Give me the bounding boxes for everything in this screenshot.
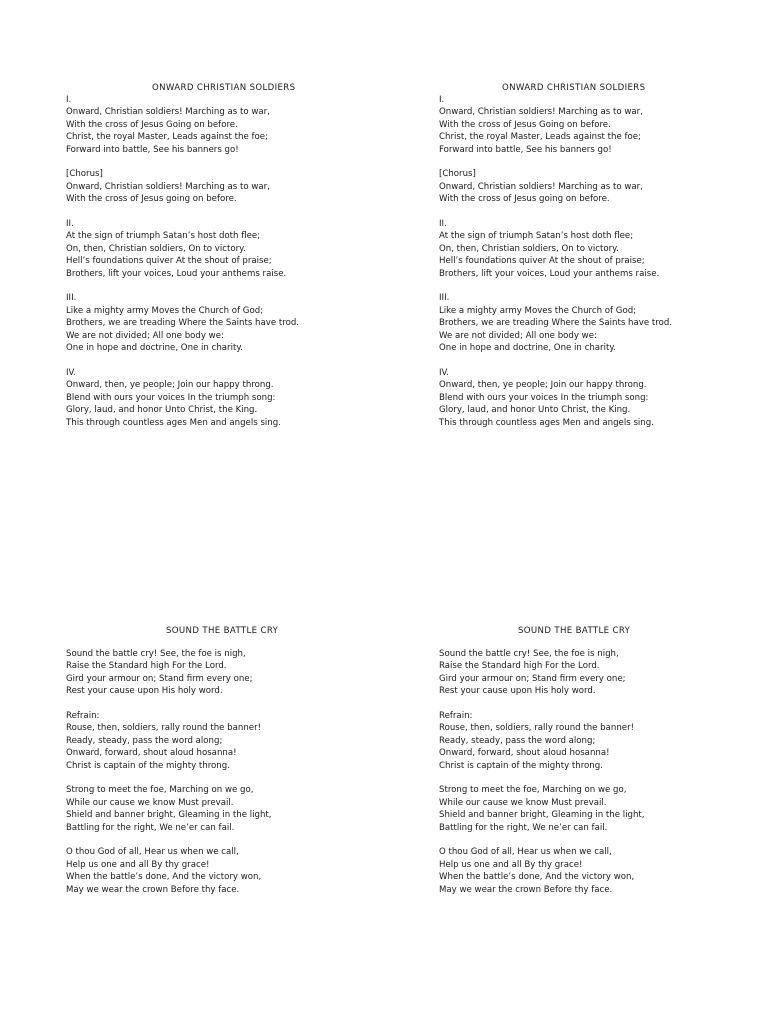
- lyric-line: Ready, steady, pass the word along;: [439, 735, 596, 746]
- lyric-line: Forward into battle, See his banners go!: [439, 144, 612, 155]
- lyric-line: Shield and banner bright, Gleaming in the light,: [439, 810, 645, 821]
- lyric-line: Strong to meet the foe, Marching on we go,: [439, 785, 627, 796]
- lyric-line: On, then, Christian soldiers, On to victory.: [439, 243, 619, 254]
- lyric-line: I.: [66, 95, 72, 105]
- lyric-line: [Chorus]: [439, 169, 476, 180]
- lyric-line: Help us one and all By thy grace!: [66, 859, 210, 870]
- lyric-line: Rouse, then, soldiers, rally round the banner!: [439, 723, 635, 734]
- lyric-line: Help us one and all By thy grace!: [439, 859, 583, 870]
- lyric-line: Onward, Christian soldiers! Marching as to war,: [439, 181, 643, 192]
- stanza: [66, 94, 396, 156]
- stanza: [66, 846, 396, 896]
- lyric-line: Onward, Christian soldiers! Marching as to war,: [66, 107, 270, 118]
- lyric-line: Battling for the right, We ne’er can fail.: [439, 822, 608, 833]
- lyric-line: II.: [66, 219, 74, 230]
- hymn-title-onward-right: ONWARD CHRISTIAN SOLDIERS: [502, 83, 646, 93]
- lyric-line: IV.: [66, 367, 77, 378]
- stanza: [439, 218, 768, 280]
- lyric-line: Sound the battle cry! See, the foe is nigh,: [439, 649, 619, 659]
- lyric-line: Onward, Christian soldiers! Marching as to war,: [439, 107, 643, 118]
- lyric-line: Onward, then, ye people; Join our happy throng.: [439, 380, 647, 391]
- lyric-line: One in hope and doctrine, One in charity.: [439, 343, 616, 354]
- hymn-body-battle-cry-right: [439, 648, 768, 908]
- stanza: [66, 367, 396, 429]
- lyric-line: II.: [439, 219, 447, 230]
- lyric-line: IV.: [439, 367, 450, 378]
- lyric-line: Onward, forward, shout aloud hosanna!: [66, 748, 237, 759]
- stanza: [439, 846, 768, 896]
- stanza: [66, 168, 396, 205]
- lyric-line: May we wear the crown Before thy face.: [66, 884, 240, 895]
- lyric-line: One in hope and doctrine, One in charity.: [66, 343, 243, 354]
- stanza: [439, 648, 768, 698]
- stanza: [66, 784, 396, 834]
- lyric-line: Battling for the right, We ne’er can fail.: [66, 822, 235, 833]
- hymn-title-onward-left: ONWARD CHRISTIAN SOLDIERS: [152, 83, 296, 93]
- lyric-line: Strong to meet the foe, Marching on we go,: [66, 785, 254, 796]
- hymn-body-battle-cry-left: [66, 648, 396, 908]
- lyric-line: Brothers, we are treading Where the Saints have trod.: [66, 318, 300, 329]
- lyric-line: This through countless ages Men and angels sing.: [66, 417, 281, 428]
- lyric-line: Brothers, lift your voices, Loud your anthems raise.: [66, 268, 287, 279]
- lyric-line: Hell’s foundations quiver At the shout of praise;: [439, 256, 645, 267]
- stanza: [439, 784, 768, 834]
- lyric-line: Ready, steady, pass the word along;: [66, 735, 223, 746]
- lyric-line: With the cross of Jesus going on before.: [439, 194, 610, 205]
- lyric-line: I.: [439, 95, 445, 105]
- lyric-line: May we wear the crown Before thy face.: [439, 884, 613, 895]
- lyric-line: While our cause we know Must prevail.: [439, 797, 607, 808]
- lyric-line: Gird your armour on; Stand firm every one;: [439, 673, 626, 684]
- lyric-line: Christ, the royal Master, Leads against the foe;: [66, 132, 268, 143]
- lyric-line: Like a mighty army Moves the Church of God;: [439, 305, 637, 316]
- lyric-line: III.: [439, 293, 450, 304]
- stanza: [66, 710, 396, 772]
- hymn-title-battle-cry-right: SOUND THE BATTLE CRY: [518, 626, 631, 636]
- lyric-line: At the sign of triumph Satan’s host doth flee;: [439, 231, 634, 242]
- lyric-line: Onward, forward, shout aloud hosanna!: [439, 748, 610, 759]
- lyric-line: Refrain:: [66, 711, 100, 722]
- lyric-line: Like a mighty army Moves the Church of God;: [66, 305, 264, 316]
- stanza: [439, 94, 768, 156]
- lyric-line: Blend with ours your voices In the triumph song:: [66, 392, 276, 403]
- lyric-line: Sound the battle cry! See, the foe is nigh,: [66, 649, 246, 659]
- lyric-line: When the battle’s done, And the victory won,: [439, 872, 635, 883]
- stanza: [66, 218, 396, 280]
- lyric-line: Onward, Christian soldiers! Marching as to war,: [66, 181, 270, 192]
- lyric-line: Glory, laud, and honor Unto Christ, the King.: [66, 405, 258, 416]
- lyric-line: While our cause we know Must prevail.: [66, 797, 234, 808]
- lyric-line: O thou God of all, Hear us when we call,: [439, 847, 612, 858]
- lyric-line: Christ is captain of the mighty throng.: [66, 760, 230, 771]
- stanza: [439, 292, 768, 354]
- lyric-line: We are not divided; All one body we:: [66, 330, 224, 341]
- lyric-line: Rest your cause upon His holy word.: [66, 686, 223, 697]
- lyric-line: Refrain:: [439, 711, 473, 722]
- lyric-line: Brothers, lift your voices, Loud your anthems raise.: [439, 268, 660, 279]
- lyric-line: On, then, Christian soldiers, On to victory.: [66, 243, 246, 254]
- lyric-line: Christ, the royal Master, Leads against the foe;: [439, 132, 641, 143]
- hymn-body-onward-right: [439, 94, 768, 441]
- lyric-line: At the sign of triumph Satan’s host doth flee;: [66, 231, 261, 242]
- lyric-line: With the cross of Jesus going on before.: [66, 194, 237, 205]
- stanza: [66, 292, 396, 354]
- lyric-line: Shield and banner bright, Gleaming in the light,: [66, 810, 272, 821]
- lyric-line: [Chorus]: [66, 169, 103, 180]
- stanza: [439, 710, 768, 772]
- lyric-line: Raise the Standard high For the Lord.: [66, 661, 227, 672]
- lyric-line: O thou God of all, Hear us when we call,: [66, 847, 239, 858]
- lyric-line: Onward, then, ye people; Join our happy throng.: [66, 380, 274, 391]
- lyric-line: Rouse, then, soldiers, rally round the banner!: [66, 723, 262, 734]
- lyric-line: We are not divided; All one body we:: [439, 330, 597, 341]
- lyric-line: When the battle’s done, And the victory won,: [66, 872, 262, 883]
- lyric-line: Hell’s foundations quiver At the shout of praise;: [66, 256, 272, 267]
- lyric-line: Brothers, we are treading Where the Saints have trod.: [439, 318, 673, 329]
- lyric-line: Raise the Standard high For the Lord.: [439, 661, 600, 672]
- hymn-body-onward-left: [66, 94, 396, 441]
- stanza: [66, 648, 396, 698]
- lyric-line: III.: [66, 293, 77, 304]
- lyric-line: Glory, laud, and honor Unto Christ, the King.: [439, 405, 631, 416]
- stanza: [439, 367, 768, 429]
- lyric-line: With the cross of Jesus Going on before.: [66, 119, 238, 130]
- lyric-line: Forward into battle, See his banners go!: [66, 144, 239, 155]
- lyric-line: Rest your cause upon His holy word.: [439, 686, 596, 697]
- lyric-line: Gird your armour on; Stand firm every one;: [66, 673, 253, 684]
- stanza: [439, 168, 768, 205]
- lyric-line: Blend with ours your voices In the triumph song:: [439, 392, 649, 403]
- lyric-line: This through countless ages Men and angels sing.: [439, 417, 654, 428]
- hymn-title-battle-cry-left: SOUND THE BATTLE CRY: [166, 626, 279, 636]
- lyric-line: Christ is captain of the mighty throng.: [439, 760, 603, 771]
- lyric-line: With the cross of Jesus Going on before.: [439, 119, 611, 130]
